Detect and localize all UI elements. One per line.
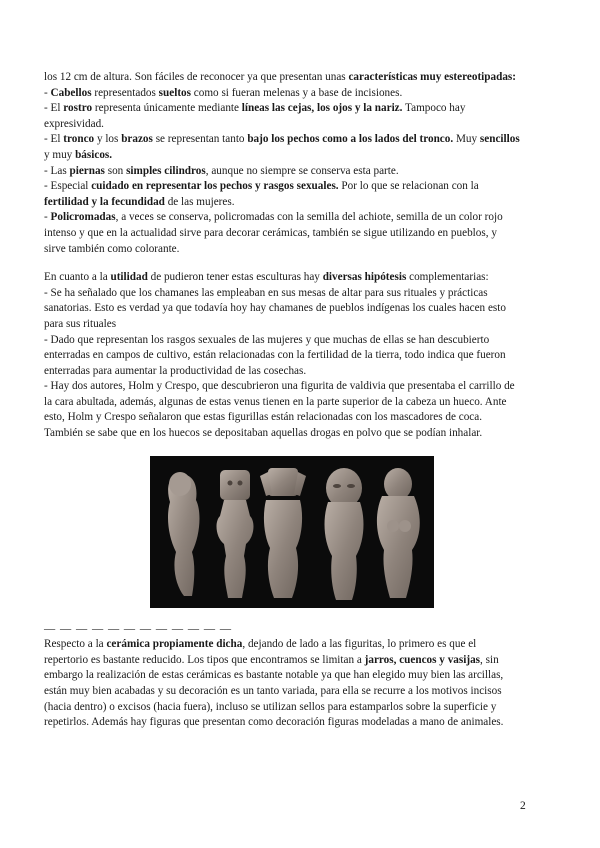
text-run: Tampoco hay	[402, 102, 466, 115]
text-line	[44, 410, 564, 426]
bold-text: piernas	[69, 164, 105, 177]
text-run: Respecto a la	[44, 638, 107, 651]
text-run: representados	[91, 86, 159, 99]
text-run: repetirlos. Además hay figuras que presentan como decoración figuras modeladas a mano de animales.	[44, 716, 504, 729]
bold-text: líneas las cejas, los ojos y la nariz.	[241, 102, 403, 115]
text-run: , a veces se conserva, policromadas con la semilla del achiote, semilla de un color rojo	[115, 211, 503, 224]
text-line	[44, 70, 564, 86]
figurine-4	[325, 468, 364, 600]
paragraph-utility	[44, 270, 564, 442]
text-run: - Las	[44, 164, 70, 177]
bold-text: brazos	[121, 133, 153, 146]
text-run: , dejando de lado a las figuritas, lo primero es que el	[242, 638, 477, 651]
text-run: como si fueran melenas y a base de incisiones.	[191, 86, 403, 99]
bold-text: rostro	[63, 102, 93, 115]
bold-text: bajo los pechos como a los lados del tronco.	[247, 133, 454, 146]
bold-text: sencillos	[479, 133, 520, 146]
text-line	[44, 333, 564, 349]
text-line	[44, 270, 564, 286]
document-body	[44, 70, 564, 731]
text-line	[44, 395, 564, 411]
text-run: embargo la realización de estas cerámicas es bastante notable ya que han elegido muy bien las arcillas,	[44, 669, 504, 682]
text-run: se representan tanto	[152, 133, 248, 146]
text-run: están muy bien acabadas y su decoración es un tanto variada, para ella se recurre a los motivos incisos	[44, 685, 502, 698]
text-run: , sin	[480, 653, 499, 666]
text-run: - Hay dos autores, Holm y Crespo, que descubrieron una figurita de valdivia que presentaba el carrillo de	[44, 380, 515, 393]
text-line	[44, 715, 564, 731]
text-run: representa únicamente mediante	[92, 102, 242, 115]
bold-text: básicos.	[75, 148, 113, 161]
section-divider: — — — — — — — — — — — —	[44, 622, 233, 635]
text-run: y muy	[44, 148, 76, 161]
text-line	[44, 637, 564, 653]
bold-text: utilidad	[110, 271, 148, 284]
text-run: - El	[44, 102, 64, 115]
figurine-1	[168, 472, 199, 596]
text-run: de las mujeres.	[164, 195, 235, 208]
text-run: complementarias:	[406, 271, 489, 284]
text-run: sirve también como colorante.	[44, 242, 180, 255]
page-number: 2	[520, 800, 526, 812]
text-run: para sus rituales	[44, 317, 117, 330]
bold-text: jarros, cuencos y vasijas	[364, 653, 481, 666]
text-run: -	[44, 211, 51, 224]
bold-text: cuidado en representar los pechos y rasgos sexuales.	[91, 180, 339, 193]
bold-text: sueltos	[158, 86, 191, 99]
text-line	[44, 164, 564, 180]
text-run: - Se ha señalado que los chamanes las empleaban en sus mesas de altar para sus rituales y prácticas	[44, 286, 488, 299]
text-line	[44, 132, 564, 148]
text-run: - Dado que representan los rasgos sexuales de las mujeres y que muchas de ellas se han descubierto	[44, 333, 490, 346]
text-run: - El	[44, 133, 64, 146]
text-line	[44, 668, 564, 684]
text-run: , aunque no siempre se conserva esta parte.	[205, 164, 399, 177]
bold-text: tronco	[63, 133, 95, 146]
figurines-illustration	[150, 456, 434, 608]
text-line	[44, 700, 564, 716]
text-run: Por lo que se relacionan con la	[338, 180, 479, 193]
text-run: los 12 cm de altura. Son fáciles de reconocer ya que presentan unas	[44, 71, 349, 83]
paragraph-characteristics	[44, 70, 564, 257]
paragraph-ceramics	[44, 637, 564, 731]
text-line	[44, 86, 564, 102]
text-line	[44, 242, 564, 258]
text-line	[44, 286, 564, 302]
text-run: sanatorias. Esto es verdad ya que todavía hoy hay chamanes de pueblos indígenas los cuales hacen esto	[44, 302, 506, 315]
text-line	[44, 317, 564, 333]
text-line	[44, 653, 564, 669]
text-line	[44, 364, 564, 380]
text-line	[44, 117, 564, 133]
bold-text: diversas hipótesis	[322, 271, 407, 284]
text-line	[44, 426, 564, 442]
text-run: esto, Holm y Crespo señalaron que estas figurillas están relacionadas con los mascadores de coca.	[44, 411, 483, 424]
bold-text: características muy estereotipadas:	[348, 71, 516, 83]
figurine-3	[260, 468, 306, 598]
text-run: (hacia dentro) o excisos (hacia fuera), incluso se utilizan sellos para estamparlos sobre la superficie y	[44, 700, 497, 713]
text-run: expresividad.	[44, 117, 104, 130]
text-run: enterradas en campos de cultivo, están relacionadas con la fertilidad de la tierra, todo indica que fueron	[44, 349, 506, 362]
text-run: de pudieron tener estas esculturas hay	[147, 271, 323, 284]
figurine-5	[377, 468, 420, 598]
text-run: repertorio es bastante reducido. Los tipos que encontramos se limitan a	[44, 653, 365, 666]
bold-text: cerámica propiamente dicha	[106, 638, 243, 651]
text-run: la cara abultada, además, algunas de estas venus tienen en la parte superior de la cabeza un hueco. Ante	[44, 395, 507, 408]
text-line	[44, 195, 564, 211]
text-run: - Especial	[44, 180, 92, 193]
text-line	[44, 379, 564, 395]
text-run: son	[104, 164, 127, 177]
text-run: enterradas para aumentar la productividad de las cosechas.	[44, 364, 307, 377]
text-line	[44, 148, 564, 164]
text-line	[44, 301, 564, 317]
text-line	[44, 348, 564, 364]
text-run: y los	[94, 133, 122, 146]
text-run: Muy	[453, 133, 480, 146]
text-line	[44, 226, 564, 242]
text-line	[44, 210, 564, 226]
bold-text: Cabellos	[50, 86, 92, 99]
text-run: En cuanto a la	[44, 271, 111, 284]
text-run: -	[44, 86, 51, 99]
text-line	[44, 179, 564, 195]
figurine-2	[217, 470, 254, 598]
bold-text: fertilidad y la fecundidad	[44, 195, 165, 208]
text-run: intenso y que en la actualidad sirve para decorar cerámicas, también se sigue utilizando en pueblos, y	[44, 226, 497, 239]
text-run: También se sabe que en los huecos se depositaban aquellas drogas en polvo que se podían inhalar.	[44, 427, 483, 440]
bold-text: simples cilindros	[126, 164, 206, 177]
bold-text: Policromadas	[50, 211, 116, 224]
text-line	[44, 101, 564, 117]
venus-figurines-photo	[150, 456, 434, 608]
text-line	[44, 684, 564, 700]
